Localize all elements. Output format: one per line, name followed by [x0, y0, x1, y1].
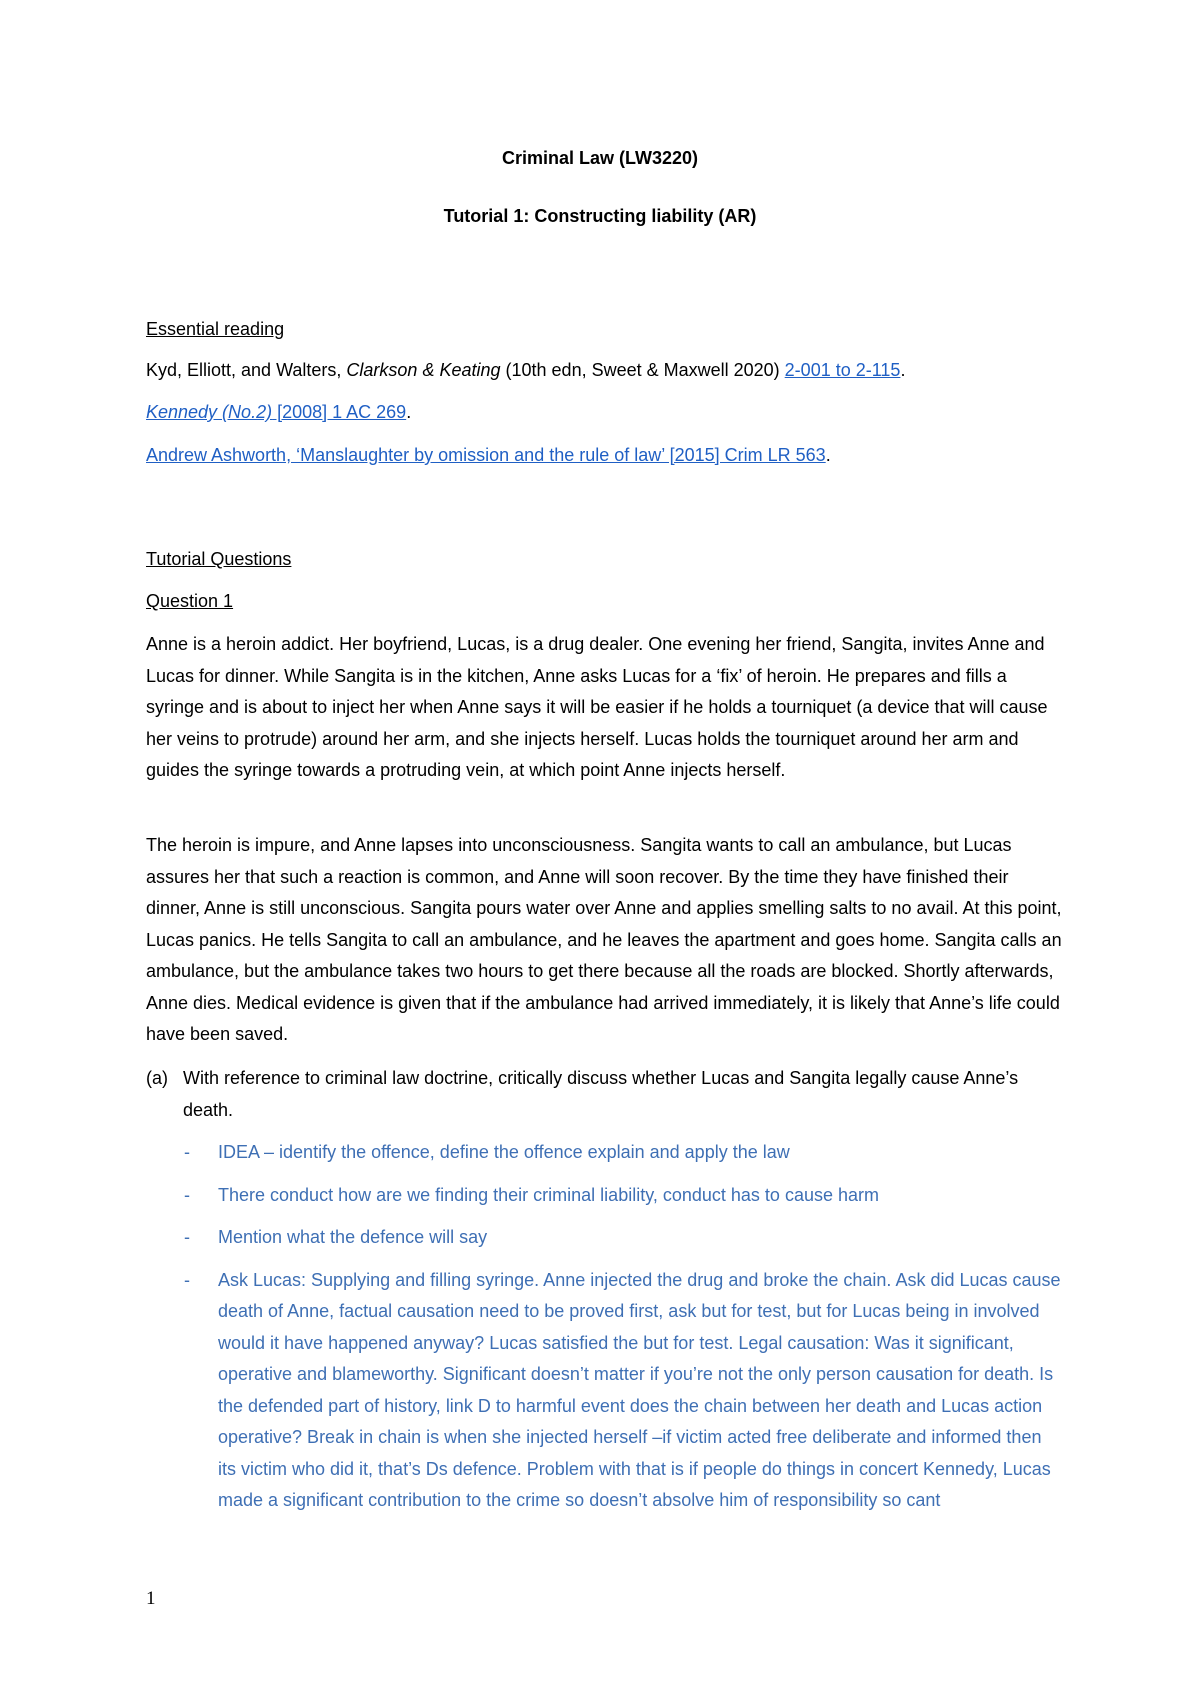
tutorial-title: Tutorial 1: Constructing liability (AR) [443, 206, 757, 226]
note-item [184, 1180, 1064, 1212]
part-a-text: With reference to criminal law doctrine, critically discuss whether Lucas and Sangita legally cause Anne’s death. [183, 1068, 1019, 1120]
reading-ref-1 [146, 355, 1066, 387]
dash-bullet: - [184, 1227, 190, 1247]
note-item [184, 1265, 1064, 1517]
note-item [184, 1222, 1064, 1254]
tutorial-questions-heading: Tutorial Questions [146, 549, 292, 569]
note-text: IDEA – identify the offence, define the offence explain and apply the law [218, 1142, 790, 1162]
note-text: There conduct how are we finding their criminal liability, conduct has to cause harm [218, 1184, 879, 1205]
dash-bullet: - [184, 1184, 190, 1205]
ref3-suffix: . [825, 445, 831, 465]
ref2-case-link[interactable]: Kennedy (No.2) [146, 402, 273, 422]
ref1-link[interactable]: 2-001 to 2-115 [784, 360, 901, 380]
essential-reading-heading: Essential reading [146, 319, 285, 339]
dash-bullet: - [184, 1142, 190, 1162]
note-text: Ask Lucas: Supplying and filling syringe. Anne injected the drug and broke the chain. Ask did Lucas cause death of Anne, factual causation need to be proved first, ask but for test, but for Lucas being in involved would it have happened anyway? Lucas satisfied the but for test. Legal causation: Was it significant, operative and blameworthy. Significant doesn’t matter if you’re not the only person causation for death. Is the defended part of history, link D to harmful event does the chain between her death and Lucas action operative? Break in chain is when she injected herself –if victim acted free deliberate and informed then its victim who did it, that’s Ds defence. Problem with that is if people do things in concert Kennedy, Lucas made a significant contribution to the crime so doesn’t absolve him of responsibility so cant [218, 1269, 1061, 1510]
ref1-book-title: Clarkson & Keating [346, 360, 501, 380]
note-item [184, 1137, 1064, 1169]
ref3-link[interactable]: Andrew Ashworth, ‘Manslaughter by omission and the rule of law’ [2015] Crim LR 563 [146, 445, 826, 465]
reading-ref-2 [146, 397, 1066, 429]
answer-notes-list [184, 1137, 1064, 1528]
ref2-citation-link[interactable]: [2008] 1 AC 269 [272, 402, 407, 422]
ref2-suffix: . [406, 402, 412, 422]
question-1-heading: Question 1 [146, 591, 234, 611]
question-1-paragraph-2: The heroin is impure, and Anne lapses into unconsciousness. Sangita wants to call an ambulance, but Lucas assures her that such a reaction is common, and Anne will soon recover. By the time they have finished their dinner, Anne is still unconscious. Sangita pours water over Anne and applies smelling salts to no avail. At this point, Lucas panics. He tells Sangita to call an ambulance, and he leaves the apartment and goes home. Sangita calls an ambulance, but the ambulance takes two hours to get there because all the roads are blocked. Shortly afterwards, Anne dies. Medical evidence is given that if the ambulance had arrived immediately, it is likely that Anne’s life could have been saved. [146, 835, 1062, 1044]
dash-bullet: - [184, 1269, 190, 1290]
question-1-part-a [146, 1063, 1066, 1126]
part-a-label: (a) [146, 1068, 168, 1088]
ref1-suffix: . [900, 360, 906, 380]
ref1-prefix: Kyd, Elliott, and Walters, [146, 360, 347, 380]
ref1-middle: (10th edn, Sweet & Maxwell 2020) [500, 360, 785, 380]
page-number: 1 [146, 1588, 156, 1609]
course-title: Criminal Law (LW3220) [501, 148, 699, 168]
note-text: Mention what the defence will say [218, 1227, 488, 1247]
reading-ref-3 [146, 440, 1066, 472]
question-1-paragraph-1: Anne is a heroin addict. Her boyfriend, Lucas, is a drug dealer. One evening her friend, Sangita, invites Anne and Lucas for dinner. While Sangita is in the kitchen, Anne asks Lucas for a ‘fix’ of heroin. He prepares and fills a syringe and is about to inject her when Anne says it will be easier if he holds a tourniquet (a device that will cause her veins to protrude) around her arm, and she injects herself. Lucas holds the tourniquet around her arm and guides the syringe towards a protruding vein, at which point Anne injects herself. [146, 634, 1048, 780]
